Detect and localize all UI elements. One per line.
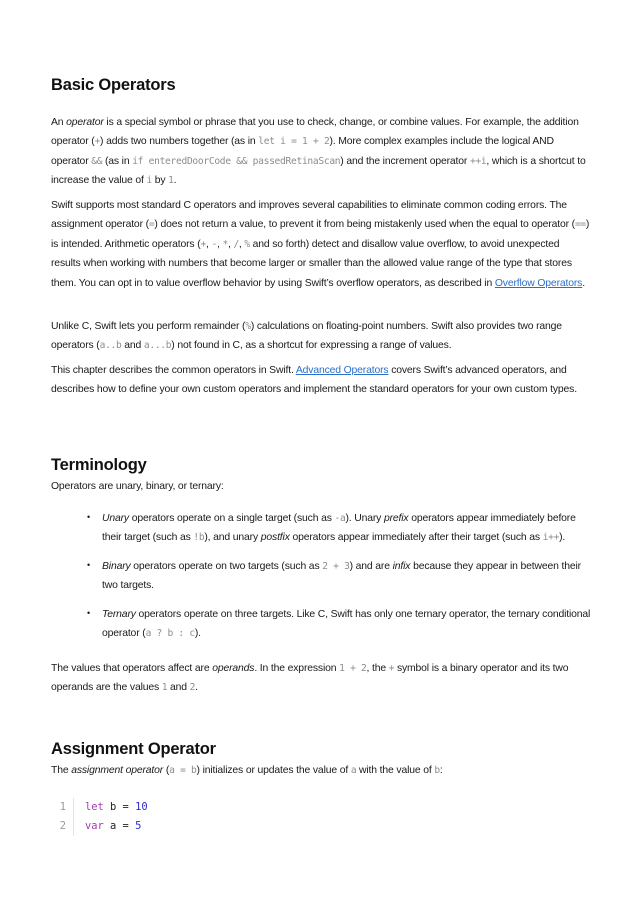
list-item-unary: • Unary operators operate on a single target (such as -a). Unary prefix operators appear immediately before their target (such as !b), and unary postfix operators appear immediately after their target (such as i++).: [87, 509, 591, 548]
paragraph-remainder-range: Unlike C, Swift lets you perform remainder (%) calculations on floating-point numbers. Swift also provides two range operators (a..b and a...b) not found in C, as a shortcut for expressing a range of values.: [51, 321, 562, 352]
section-title-basic-operators: Basic Operators: [51, 76, 176, 94]
overflow-operators-link[interactable]: Overflow Operators: [494, 277, 583, 289]
bullet-icon: •: [87, 559, 91, 570]
bullet-icon: •: [87, 607, 91, 618]
paragraph-operands: The values that operators affect are operands. In the expression 1 + 2, the + symbol is a binary operator and its two operands are the values 1 and 2.: [51, 663, 569, 694]
paragraph-operator-intro: An operator is a special symbol or phrase that you use to check, change, or combine values. For example, the addition operator (+) adds two numbers together (as in let i = 1 + 2). More complex examples include the logical AND operator && (as in if enteredDoorCode && passedRetinaScan) and the increment operator ++i, which is a shortcut to increase the value of i by 1.: [51, 117, 586, 187]
code-text: let b = 10: [85, 801, 148, 813]
bullet-icon: •: [87, 512, 91, 522]
paragraph-standard-c-operators: Swift supports most standard C operators and improves several capabilities to eliminate common coding errors. The assignment operator (=) does not return a value, to prevent it from being mistakenly used when the equal to operator (==) is intended. Arithmetic operators (+, -, *, /, % and so forth) detect and disallow value overflow, to avoid unexpected results when working with numbers that become larger or smaller than the allowed value range of the type that stores them. You can opt in to value overflow behavior by using Swift’s overflow operators, as described in Overflow Operators.: [51, 200, 590, 289]
line-number: 1: [51, 798, 74, 817]
paragraph-assignment: The assignment operator (a = b) initializes or updates the value of a with the value of b:: [51, 765, 443, 776]
code-block: [51, 798, 591, 836]
operator-kinds-list: [87, 509, 591, 643]
list-item-ternary: • Ternary operators operate on three targets. Like C, Swift has only one ternary operator, the ternary conditional operator (a ? b : c).: [87, 605, 591, 644]
paragraph-operators-kinds: Operators are unary, binary, or ternary:: [51, 481, 224, 492]
list-item-binary: • Binary operators operate on two targets (such as 2 + 3) and are infix because they appear in between their two targets.: [87, 557, 591, 596]
code-line: [51, 798, 591, 817]
section-title-assignment-operator: Assignment Operator: [51, 740, 216, 758]
section-title-terminology: Terminology: [51, 456, 147, 474]
line-number: 2: [51, 817, 74, 836]
paragraph-chapter-description: This chapter describes the common operators in Swift. Advanced Operators covers Swift’s advanced operators, and describes how to define your own custom operators and implement the standard operators for your own custom types.: [51, 365, 577, 396]
advanced-operators-link[interactable]: Advanced Operators: [295, 365, 389, 376]
code-text: var a = 5: [85, 820, 142, 832]
code-line: [51, 817, 591, 836]
